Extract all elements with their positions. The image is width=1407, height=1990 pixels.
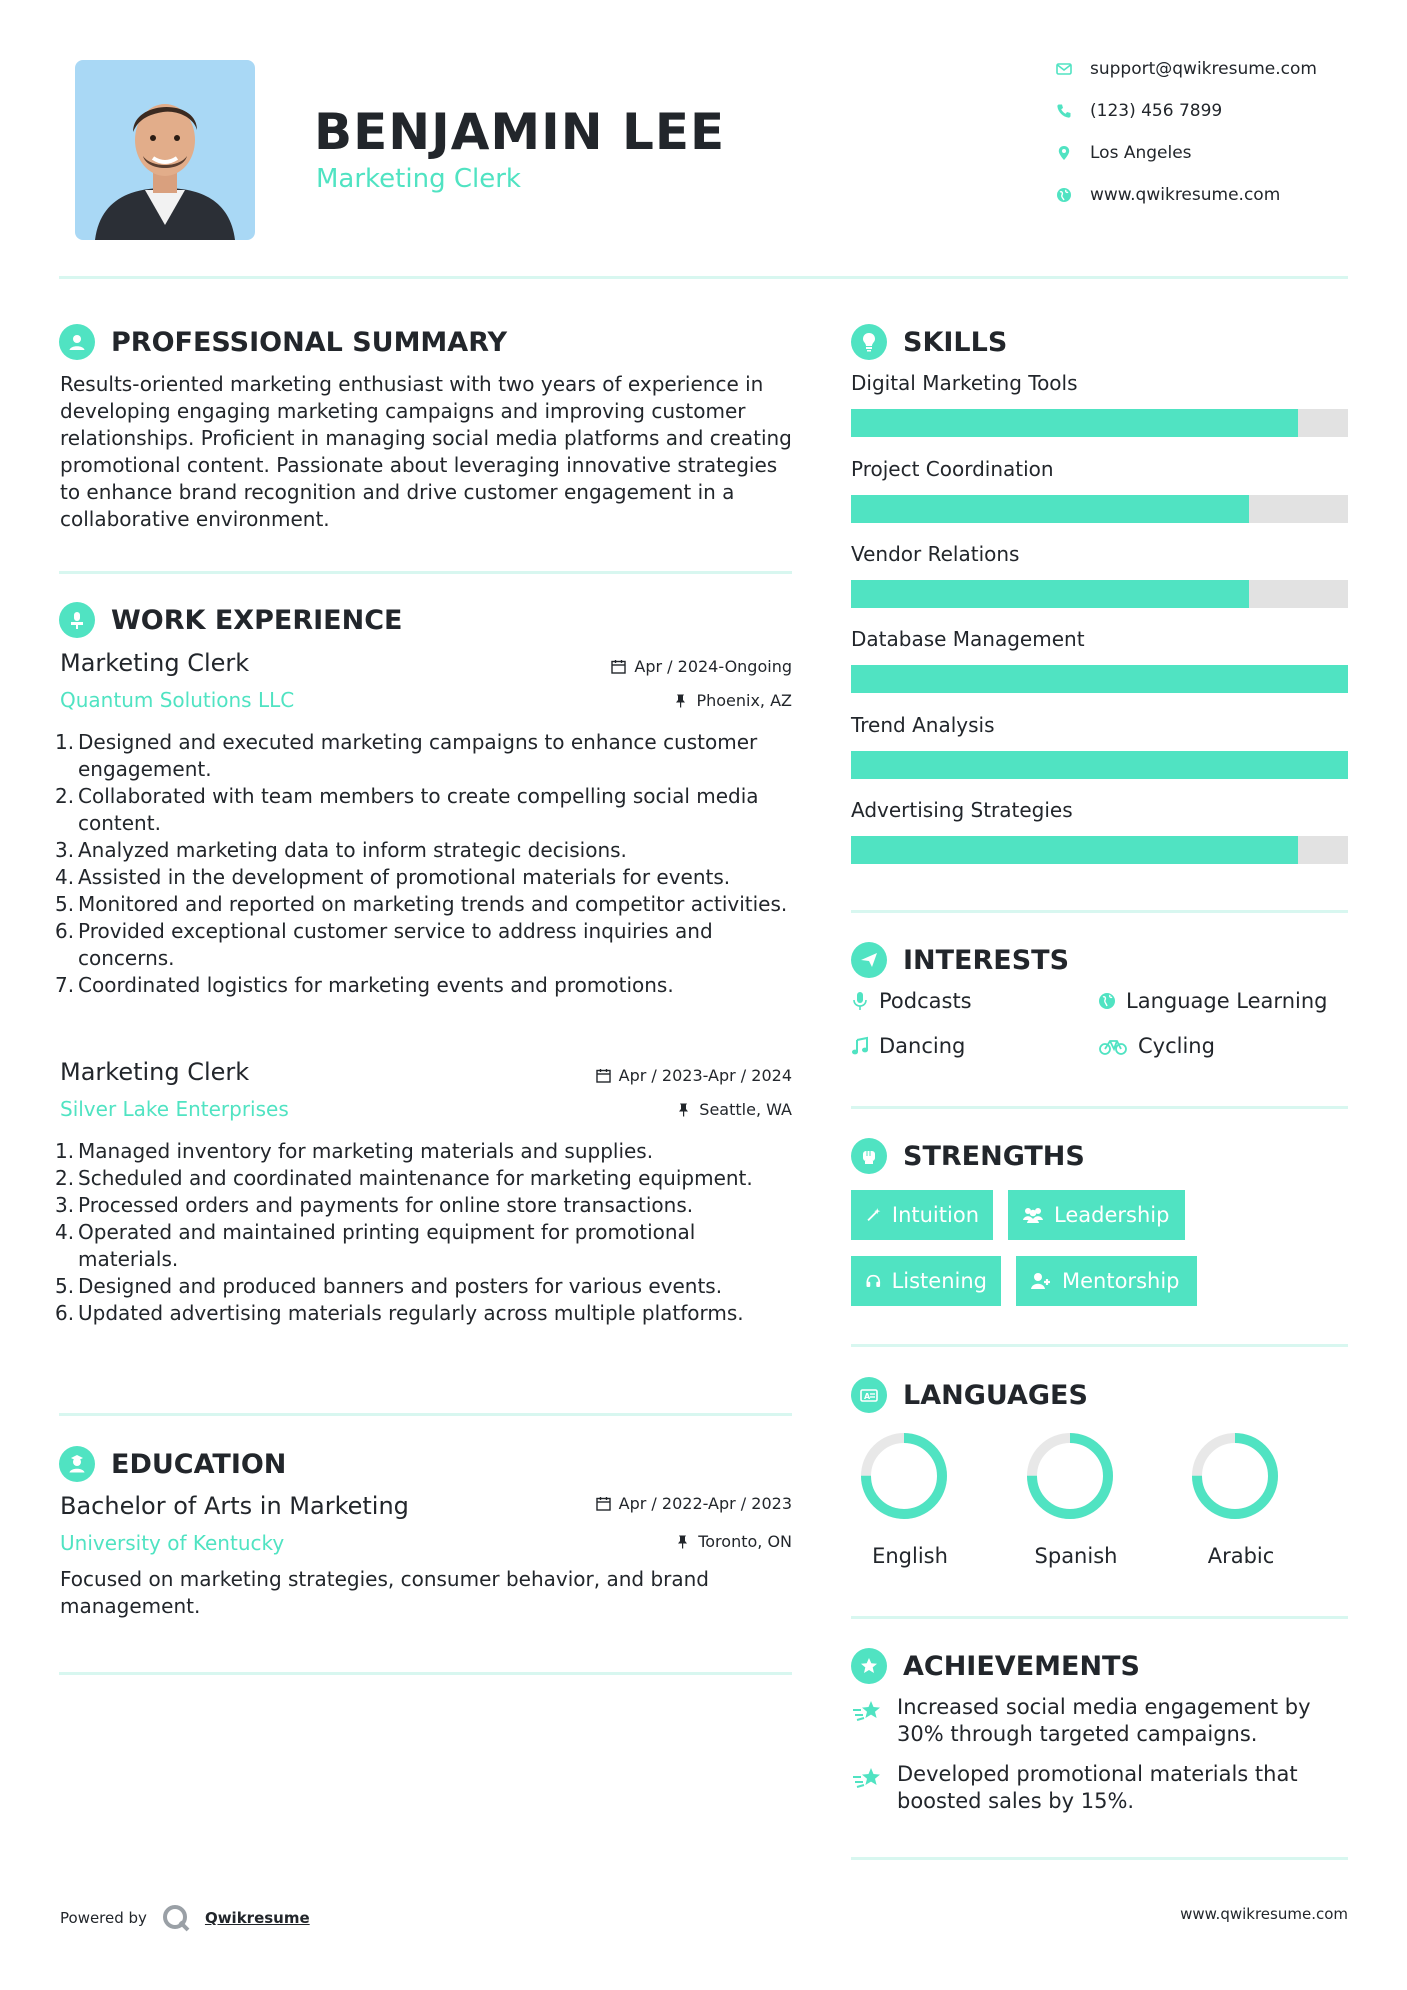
bicycle-icon <box>1098 1036 1128 1056</box>
shooting-star-icon <box>851 1698 883 1726</box>
job-1-date-text: Apr / 2024-Ongoing <box>634 657 792 676</box>
qwikresume-link[interactable]: Qwikresume <box>204 1909 310 1927</box>
job-1-location-text: Phoenix, AZ <box>696 691 792 710</box>
language-ring <box>1025 1431 1115 1521</box>
list-item: Provided exceptional customer service to address inquiries and concerns. <box>78 919 713 970</box>
contact-website-text: www.qwikresume.com <box>1090 185 1281 205</box>
education-title: EDUCATION <box>111 1448 287 1480</box>
skill-label: Project Coordination <box>851 457 1054 481</box>
education-divider <box>59 1672 792 1675</box>
job-1-duties <box>60 729 795 999</box>
pushpin-icon <box>673 693 688 708</box>
skill-bar <box>851 836 1348 864</box>
achievement-text: Increased social media engagement by 30% through targeted campaigns. <box>897 1695 1311 1746</box>
user-plus-icon <box>1030 1270 1052 1292</box>
skill-bar-fill <box>851 580 1249 608</box>
calendar-icon <box>596 1496 611 1511</box>
languages-divider <box>851 1616 1348 1619</box>
summary-title: PROFESSIONAL SUMMARY <box>111 326 508 358</box>
pushpin-icon <box>676 1102 691 1117</box>
list-item: Monitored and reported on marketing trends and competitor activities. <box>78 892 788 916</box>
interest-label: Podcasts <box>879 989 972 1013</box>
job-2-date-text: Apr / 2023-Apr / 2024 <box>618 1066 792 1085</box>
languages-title: LANGUAGES <box>903 1379 1088 1411</box>
job-1-company: Quantum Solutions LLC <box>60 688 295 712</box>
contact-phone[interactable] <box>1056 99 1222 123</box>
languages-heading <box>851 1377 1088 1413</box>
job-1-date <box>611 657 792 676</box>
list-item: Assisted in the development of promotional materials for events. <box>78 865 731 889</box>
education-school: University of Kentucky <box>60 1531 285 1555</box>
contact-email-text: support@qwikresume.com <box>1090 59 1317 79</box>
strengths-heading <box>851 1138 1085 1174</box>
interests-heading <box>851 942 1069 978</box>
achievements-title: ACHIEVEMENTS <box>903 1650 1140 1682</box>
svg-text:A: A <box>864 1392 871 1401</box>
skill-bar-fill <box>851 409 1298 437</box>
strength-chip <box>851 1256 1001 1306</box>
skills-divider <box>851 910 1348 913</box>
skills-heading <box>851 324 1007 360</box>
education-location-text: Toronto, ON <box>698 1532 792 1551</box>
qwikresume-logo-icon <box>161 1903 191 1933</box>
strength-label: Mentorship <box>1062 1269 1180 1293</box>
lightbulb-icon <box>851 324 887 360</box>
job-2-location-text: Seattle, WA <box>699 1100 792 1119</box>
users-icon <box>1022 1204 1044 1226</box>
achievement-text: Developed promotional materials that boosted sales by 15%. <box>897 1762 1298 1813</box>
contact-email[interactable] <box>1056 57 1317 81</box>
language-label: English <box>872 1544 948 1568</box>
paper-plane-icon <box>851 942 887 978</box>
strength-label: Intuition <box>891 1203 979 1227</box>
interest-item <box>851 989 972 1013</box>
skill-bar-fill <box>851 665 1348 693</box>
strength-chip <box>1016 1256 1197 1306</box>
list-item: Scheduled and coordinated maintenance for marketing equipment. <box>78 1166 753 1190</box>
pushpin-icon <box>675 1534 690 1549</box>
contact-website[interactable] <box>1056 183 1280 207</box>
language-label: Arabic <box>1207 1544 1275 1568</box>
list-item: Designed and produced banners and posters for various events. <box>78 1274 723 1298</box>
list-item: Designed and executed marketing campaigns to enhance customer engagement. <box>78 730 758 781</box>
user-icon <box>59 324 95 360</box>
work-heading <box>59 602 402 638</box>
strength-chip <box>1008 1190 1185 1240</box>
skill-bar-fill <box>851 751 1348 779</box>
summary-heading <box>59 324 507 360</box>
achievements-heading <box>851 1648 1140 1684</box>
skill-bar <box>851 409 1348 437</box>
candidate-title: Marketing Clerk <box>316 164 521 194</box>
list-item: Collaborated with team members to create compelling social media content. <box>78 784 759 835</box>
language-icon <box>851 1377 887 1413</box>
skill-bar <box>851 580 1348 608</box>
list-item: Updated advertising materials regularly across multiple platforms. <box>78 1301 744 1325</box>
summary-divider <box>59 571 792 574</box>
education-degree: Bachelor of Arts in Marketing <box>60 1492 409 1520</box>
profile-photo <box>75 60 255 240</box>
magic-wand-icon <box>865 1204 882 1226</box>
education-text: Focused on marketing strategies, consumer behavior, and brand management. <box>60 1567 709 1618</box>
phone-icon <box>1056 103 1072 119</box>
education-location <box>675 1532 792 1551</box>
interest-label: Dancing <box>879 1034 966 1058</box>
list-item: Analyzed marketing data to inform strategic decisions. <box>78 838 627 862</box>
skill-label: Digital Marketing Tools <box>851 371 1078 395</box>
microphone-icon <box>851 991 869 1011</box>
job-2-date <box>596 1066 792 1085</box>
skill-bar-fill <box>851 495 1249 523</box>
footer-url[interactable]: www.qwikresume.com <box>1180 1905 1348 1923</box>
job-2-duties <box>60 1138 795 1327</box>
powered-by-label: Powered by <box>60 1909 147 1927</box>
music-note-icon <box>851 1036 869 1056</box>
contact-phone-text: (123) 456 7899 <box>1090 101 1223 121</box>
job-2-company: Silver Lake Enterprises <box>60 1097 289 1121</box>
globe-icon <box>1098 991 1116 1011</box>
achievement-item <box>851 1694 1348 1748</box>
language-ring <box>859 1431 949 1521</box>
skill-bar <box>851 665 1348 693</box>
powered-by <box>60 1903 310 1933</box>
interest-item <box>1098 989 1327 1013</box>
skill-bar <box>851 495 1348 523</box>
strength-label: Listening <box>891 1269 987 1293</box>
work-title: WORK EXPERIENCE <box>111 604 403 636</box>
education-date <box>596 1494 792 1513</box>
location-pin-icon <box>1056 145 1072 161</box>
language-label: Spanish <box>1034 1544 1118 1568</box>
interest-label: Language Learning <box>1126 989 1328 1013</box>
interest-item <box>1098 1034 1215 1058</box>
education-heading <box>59 1446 286 1482</box>
achievement-item <box>851 1761 1348 1815</box>
job-2-location <box>676 1100 792 1119</box>
language-ring <box>1190 1431 1280 1521</box>
skill-label: Database Management <box>851 627 1085 651</box>
skills-title: SKILLS <box>903 326 1008 358</box>
summary-text: Results-oriented marketing enthusiast with two years of experience in developing engaging marketing campaigns and improving customer relationships. Proficient in managing social media platforms and creating promotional content. Passionate about leveraging innovative strategies to enhance brand recognition and drive customer engagement in a collaborative environment. <box>60 372 792 531</box>
job-1-location <box>673 691 792 710</box>
contact-location <box>1056 141 1192 165</box>
work-divider <box>59 1413 792 1416</box>
job-2-title: Marketing Clerk <box>60 1058 250 1086</box>
candidate-name: BENJAMIN LEE <box>314 103 726 161</box>
podium-icon <box>59 602 95 638</box>
job-1-title: Marketing Clerk <box>60 649 250 677</box>
header-divider <box>59 276 1348 279</box>
skill-label: Advertising Strategies <box>851 798 1073 822</box>
list-item: Operated and maintained printing equipment for promotional materials. <box>78 1220 696 1271</box>
interest-label: Cycling <box>1138 1034 1215 1058</box>
list-item: Managed inventory for marketing materials and supplies. <box>78 1139 654 1163</box>
contact-location-text: Los Angeles <box>1090 143 1192 163</box>
list-item: Processed orders and payments for online store transactions. <box>78 1193 694 1217</box>
skill-label: Vendor Relations <box>851 542 1020 566</box>
strength-chip <box>851 1190 993 1240</box>
skill-label: Trend Analysis <box>851 713 995 737</box>
interests-title: INTERESTS <box>903 944 1070 976</box>
strengths-title: STRENGTHS <box>903 1140 1085 1172</box>
envelope-icon <box>1056 61 1072 77</box>
strength-label: Leadership <box>1054 1203 1170 1227</box>
skill-bar <box>851 751 1348 779</box>
calendar-icon <box>611 659 626 674</box>
graduate-icon <box>59 1446 95 1482</box>
fist-icon <box>851 1138 887 1174</box>
star-badge-icon <box>851 1648 887 1684</box>
interest-item <box>851 1034 965 1058</box>
achievements-divider <box>851 1857 1348 1860</box>
calendar-icon <box>596 1068 611 1083</box>
headphones-icon <box>865 1270 882 1292</box>
skill-bar-fill <box>851 836 1298 864</box>
shooting-star-icon <box>851 1765 883 1793</box>
education-date-text: Apr / 2022-Apr / 2023 <box>618 1494 792 1513</box>
list-item: Coordinated logistics for marketing events and promotions. <box>78 973 674 997</box>
interests-divider <box>851 1106 1348 1109</box>
strengths-divider <box>851 1344 1348 1347</box>
globe-icon <box>1056 187 1072 203</box>
